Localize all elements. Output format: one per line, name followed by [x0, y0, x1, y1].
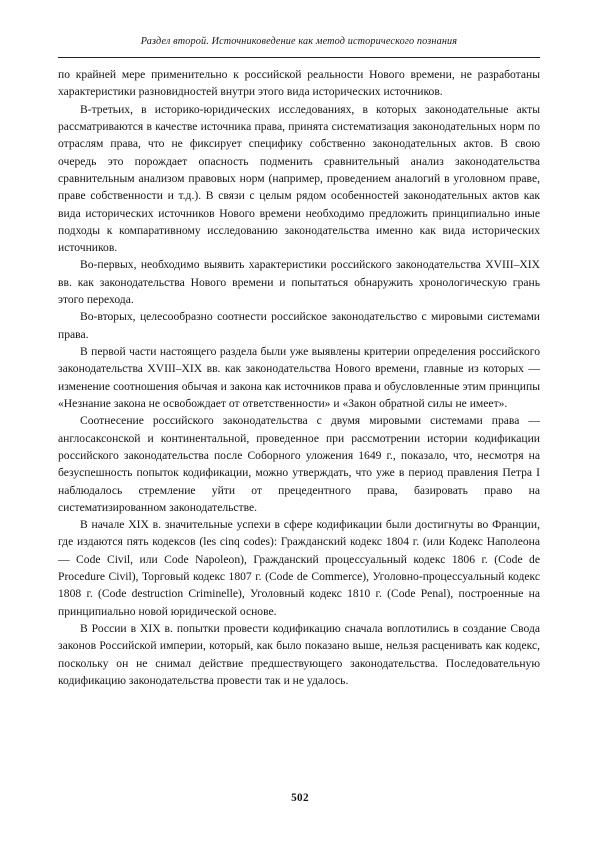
para-v-nachale-xix: В начале XIX в. значительные успехи в сфере кодификации были достигнуты во Франции, где издаются пять кодексов (les cinq codes): Гражданский кодекс 1804 г. (или Кодекс Наполеона — Code Civil, или Code Napoleon), Гражданский процессуальный кодекс 1806 г. (Code de Procedure Civil), Торговый кодекс 1807 г. (Code de Commerce), Уголовно-процессуальный кодекс 1808 г. (Code destruction Criminelle), Уголовный кодекс 1810 г. (Code Penal), построенные на принципиально новой юридической основе. [58, 518, 540, 618]
para-continuation: по крайней мере применительно к российской реальности Нового времени, не разработаны характеристики разновидностей внутри этого вида исторических источников. [58, 68, 540, 99]
header-rule-divider [58, 57, 540, 58]
para-v-pervoy-chasti: В первой части настоящего раздела были уже выявлены критерии определения российского законодательства XVIII–XIX вв. как законодательства Нового времени, главные из которых — изменение соотношения обычая и закона как источников права и обусловленные этим принципы «Незнание закона не освобождает от ответственности» и «Закон обратной силы не имеет». [58, 345, 540, 410]
para-v-tretih: В-третьих, в историко-юридических исследованиях, в которых законодательные акты рассматриваются в качестве источника права, принята систематизация законодательных норм по отраслям права, что не фиксирует специфику собственно законодательных актов. В свою очередь это порождает опасность подменить сравнительный анализ законодательства сравнительным анализом правовых норм (например, проведением аналогий в уголовном праве, праве собственности и т.д.). В связи с целым рядом особенностей законодательных актов как вида исторических источников Нового времени необходимо предложить принципиально иные подходы к компаративному исследованию законодательства именно как вида исторических источников. [58, 102, 540, 255]
para-v-rossii: В России в XIX в. попытки провести кодификацию сначала воплотились в создание Свода законов Российской империи, который, как было показано выше, нельзя расценивать как кодекс, поскольку он не снимал действие предшествующего законодательства. Последовательную кодификацию законодательства провести так и не удалось. [58, 622, 540, 687]
para-vo-vtoryh: Во-вторых, целесообразно соотнести российское законодательство с мировыми системами права. [58, 310, 540, 341]
page-number: 502 [291, 792, 309, 804]
para-vo-pervyh: Во-первых, необходимо выявить характеристики российского законодательства XVIII–XIX вв. как законодательства Нового времени и попытаться обнаружить хронологическую грань этого перехода. [58, 258, 540, 307]
para-sootnesenie: Соотнесение российского законодательства с двумя мировыми системами права — англосаксонской и континентальной, проведенное при рассмотрении истории кодификации российского законодательства после Соборного уложения 1649 г., показало, что, несмотря на безуспешность попыток кодификации, можно утверждать, что уже в период правления Петра I наблюдалось стремление уйти от прецедентного права, базировать право на систематизированном законодательстве. [58, 414, 540, 514]
body-text-block [58, 66, 540, 689]
running-head: Раздел второй. Источниковедение как метод исторического познания [140, 36, 458, 47]
